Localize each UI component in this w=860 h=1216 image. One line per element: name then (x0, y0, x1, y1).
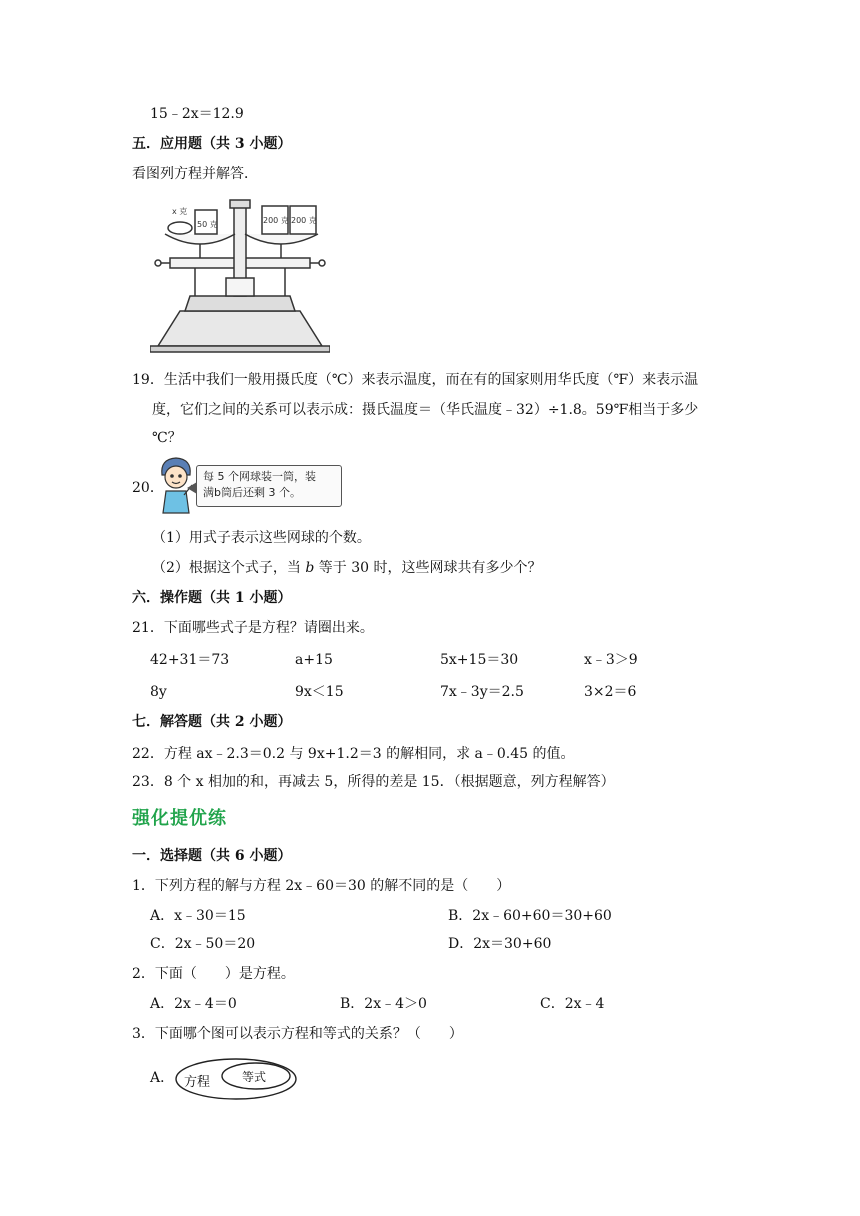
venn-diagram-option-a[interactable] (174, 1056, 300, 1102)
question-21-text: 21．下面哪些式子是方程？请圈出来。 (132, 620, 374, 636)
section-heading-5: 五．应用题（共 3 小题） (132, 136, 292, 152)
section-title-green: 强化提优练 (132, 808, 227, 829)
scale-label-x: x 克 (172, 207, 188, 216)
question-19-line-1: 19．生活中我们一般用摄氏度（℃）来表示温度，而在有的国家则用华氏度（℉）来表示温 (132, 372, 699, 388)
section-heading-7: 七．解答题（共 2 小题） (132, 714, 292, 730)
scale-label-200-b: 200 克 (291, 216, 317, 225)
scale-label-50: 50 克 (197, 220, 218, 229)
question-19-line-3: ℃？ (152, 430, 182, 446)
venn-outer-label: 方程 (184, 1075, 211, 1090)
c1-option-d[interactable]: D．2x＝30+60 (448, 936, 552, 952)
speech-bubble (196, 465, 342, 507)
c2-option-b[interactable]: B．2x﹣4＞0 (340, 996, 427, 1012)
choice-question-1-text: 1．下列方程的解与方程 2x﹣60＝30 的解不同的是（ ） (132, 878, 511, 894)
section-heading-choice: 一．选择题（共 6 小题） (132, 848, 292, 864)
section-heading-6: 六．操作题（共 1 小题） (132, 590, 292, 606)
q21-expr-3: 5x+15＝30 (440, 652, 519, 668)
question-23-text: 23．8 个 x 相加的和，再减去 5，所得的差是 15．（根据题意，列方程解答） (132, 774, 615, 790)
speech-bubble-line-1: 每 5 个网球装一筒，装 (203, 470, 316, 483)
c1-option-c[interactable]: C．2x﹣50＝20 (150, 936, 256, 952)
speech-bubble-line-2: 满b筒后还剩 3 个。 (203, 486, 301, 499)
question-18-text: 看图列方程并解答． (132, 166, 258, 182)
q21-expr-7: 7x﹣3y＝2.5 (440, 684, 524, 700)
question-20-sub-2: （2）根据这个式子，当 b 等于 30 时，这些网球共有多少个？ (152, 560, 542, 576)
q21-expr-2: a+15 (295, 652, 333, 668)
c1-option-a[interactable]: A．x﹣30＝15 (150, 908, 246, 924)
question-20-number: 20． (132, 480, 164, 496)
balance-scale-figure (150, 196, 330, 354)
choice-question-3-text: 3．下面哪个图可以表示方程和等式的关系？（ ） (132, 1026, 463, 1042)
q21-expr-5: 8y (150, 684, 167, 700)
choice-question-2-text: 2．下面（ ）是方程。 (132, 966, 295, 982)
c1-option-b[interactable]: B．2x﹣60+60＝30+60 (448, 908, 612, 924)
question-22-text: 22．方程 ax﹣2.3＝0.2 与 9x+1.2＝3 的解相同，求 a﹣0.45 的值。 (132, 746, 575, 762)
q21-expr-6: 9x＜15 (295, 684, 344, 700)
question-19-line-2: 度，它们之间的关系可以表示成：摄氏温度＝（华氏温度﹣32）÷1.8。59℉相当于多少 (152, 402, 699, 418)
c2-option-c[interactable]: C．2x﹣4 (540, 996, 605, 1012)
top-equation: 15﹣2x＝12.9 (150, 106, 244, 122)
question-20-sub-1: （1）用式子表示这些网球的个数。 (152, 530, 371, 546)
c3-option-a-label[interactable]: A． (150, 1070, 175, 1086)
venn-inner-label: 等式 (242, 1070, 267, 1084)
scale-label-200-a: 200 克 (263, 216, 289, 225)
q21-expr-1: 42+31＝73 (150, 652, 230, 668)
c2-option-a[interactable]: A．2x﹣4＝0 (150, 996, 237, 1012)
q21-expr-4: x﹣3＞9 (584, 652, 638, 668)
q21-expr-8: 3×2＝6 (584, 684, 637, 700)
question-18 (132, 164, 258, 184)
